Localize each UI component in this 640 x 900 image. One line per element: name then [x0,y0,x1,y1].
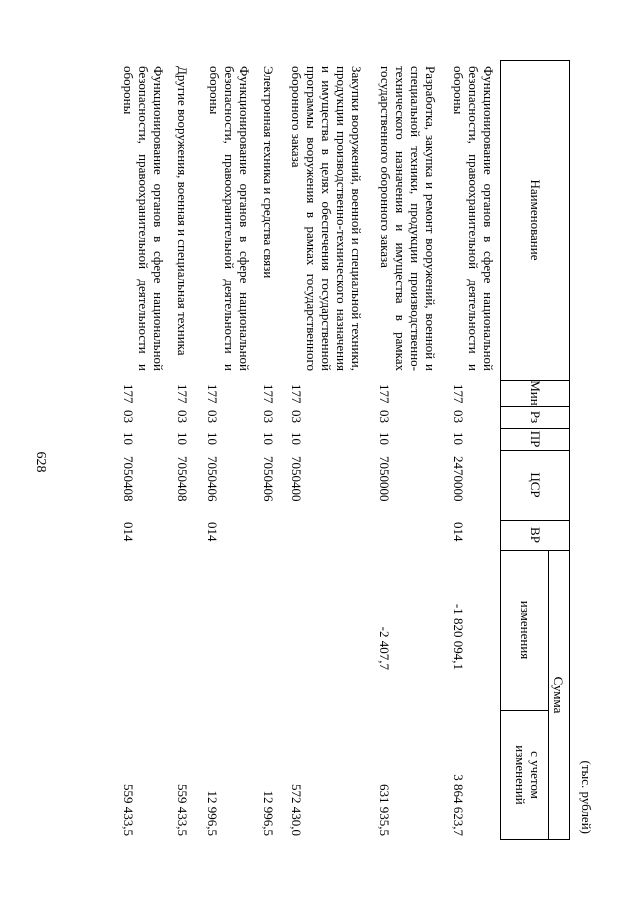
header-change: изменения [518,600,533,660]
row-min: 177 [175,384,190,404]
row-csr: 7050406 [261,456,276,502]
row-change: -1 820 094,1 [451,603,466,670]
row-rz: 03 [175,410,190,423]
row-total: 12 996,5 [205,790,220,836]
units-label: (тыс. рублей) [579,760,594,834]
row-total: 559 433,5 [175,784,190,836]
row-min: 177 [289,384,304,404]
row-rz: 03 [205,410,220,423]
row-total: 631 935,5 [377,784,392,836]
header-name: Наименование [528,179,543,261]
row-pr: 10 [451,432,466,445]
row-pr: 10 [175,432,190,445]
row-name: Функционирование органов в сфере национальной безопасности, правоохранительной деятельности и обороны [451,66,496,371]
row-min: 177 [451,384,466,404]
header-csr: ЦСР [528,472,543,498]
row-name: Разработка, закупка и ремонт вооружений, военной и специальной техники, продукции производственно-технического назначения и имущества в рамках государственного оборонного заказа [378,66,438,371]
row-csr: 7050000 [377,456,392,502]
header-sum: Сумма [551,676,566,714]
row-min: 177 [261,384,276,404]
row-rz: 03 [261,410,276,423]
row-name: Функционирование органов в сфере национальной безопасности, правоохранительной деятельности и обороны [121,66,166,371]
row-name: Функционирование органов в сфере национальной безопасности, правоохранительной деятельности и обороны [207,66,252,371]
row-pr: 10 [121,432,136,445]
row-name: Закупки вооружений, военной и специальной техники, продукции производственно-технического назначения и имущества в целях обеспечения государственной программы вооружения в рамках государственного оборонного заказа [289,66,364,371]
row-name: Электронная техника и средства связи [261,66,276,279]
header-with-change: с учетом изменений [513,745,543,805]
row-name: Другие вооружения, военная и специальная техника [175,66,190,356]
row-pr: 10 [205,432,220,445]
row-change: -2 407,7 [377,626,392,670]
row-vr: 014 [121,522,136,542]
page-number: 628 [33,451,48,473]
row-csr: 2470000 [451,456,466,502]
row-vr: 014 [205,522,220,542]
table-header [500,60,570,840]
row-min: 177 [121,384,136,404]
row-rz: 03 [377,410,392,423]
row-pr: 10 [377,432,392,445]
row-total: 3 864 623,7 [451,774,466,836]
row-vr: 014 [451,522,466,542]
header-pr: ПР [528,430,543,448]
row-pr: 10 [289,432,304,445]
header-vr: ВР [528,527,543,543]
row-total: 559 433,5 [121,784,136,836]
rotated-table-page [100,60,594,840]
row-total: 572 430,0 [289,784,304,836]
row-csr: 7050406 [205,456,220,502]
row-min: 177 [377,384,392,404]
header-min: Мин [528,380,543,406]
row-min: 177 [205,384,220,404]
table-body [100,60,502,840]
row-total: 12 996,5 [261,790,276,836]
header-rz: Рз [528,410,543,424]
row-rz: 03 [289,410,304,423]
row-rz: 03 [121,410,136,423]
row-rz: 03 [451,410,466,423]
row-csr: 7050408 [175,456,190,502]
row-pr: 10 [261,432,276,445]
row-csr: 7050408 [121,456,136,502]
row-csr: 7050400 [289,456,304,502]
